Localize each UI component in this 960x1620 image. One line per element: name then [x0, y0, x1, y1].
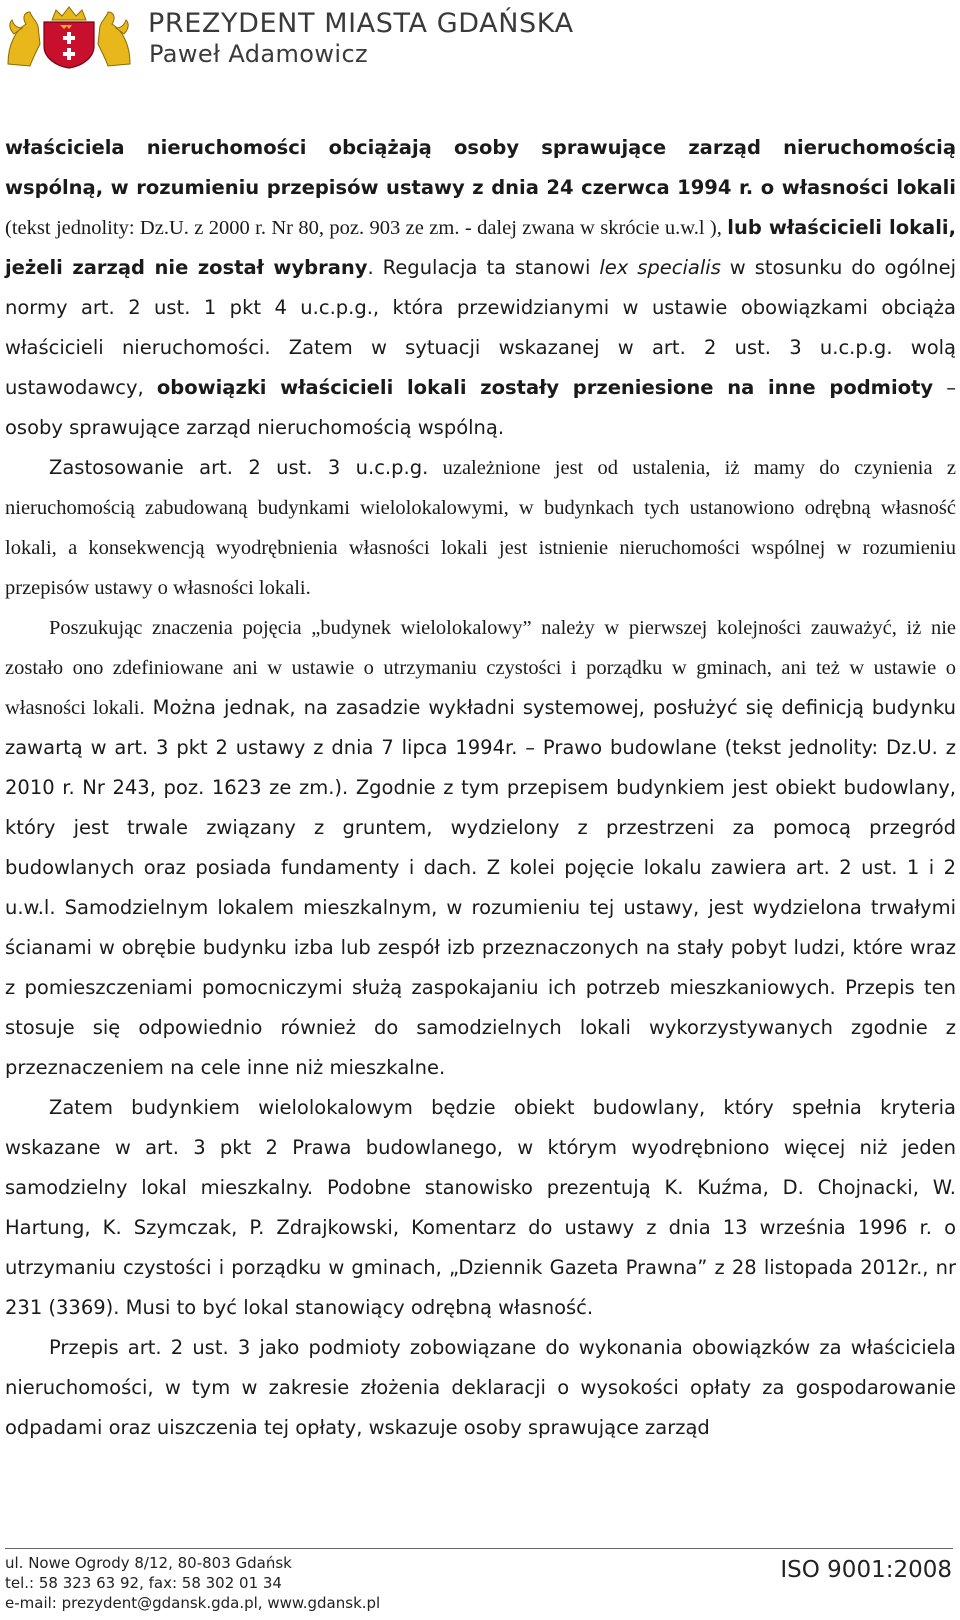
footer-phone: tel.: 58 323 63 92, fax: 58 302 01 34	[5, 1574, 282, 1592]
footer-contact	[5, 1553, 380, 1613]
letterhead	[0, 0, 960, 80]
text-run: Można jednak, na zasadzie wykładni systemowej, posłużyć się definicją budynku zawartą w art. 3 pkt 2 ustawy z dnia 7 lipca 1994r. – Prawo budowlane (tekst jednolity: Dz.U. z 2010 r. Nr 243, poz. 1623 ze zm.). Zgodnie z tym przepisem budynkiem jest obiekt budowlany, który jest trwale związany z gruntem, wydzielony z przestrzeni za pomocą przegród budowlanych oraz posiada fundamenty i dach. Z kolei pojęcie lokalu zawiera art. 2 ust. 1 i 2 u.w.l. Samodzielnym lokalem mieszkalnym, w rozumieniu tej ustawy, jest wydzielona trwałymi ścianami w obrębie budynku izba lub zespół izb przeznaczonych na stały pobyt ludzi, które wraz z pomieszczeniami pomocniczymi służą zaspokajaniu ich potrzeb mieszkaniowych. Przepis ten stosuje się odpowiednio również do samodzielnych lokali wykorzystywanych zgodnie z przeznaczeniem na cele inne niż mieszkalne.	[5, 696, 956, 1079]
text-run: lex specialis	[599, 256, 721, 279]
text-run: obowiązki właścicieli lokali zostały przeniesione na inne podmioty	[156, 376, 934, 399]
letterhead-subtitle: Paweł Adamowicz	[149, 40, 369, 68]
text-run: Zastosowanie art. 2 ust. 3 u.c.p.g.	[49, 456, 429, 479]
footer-address: ul. Nowe Ogrody 8/12, 80-803 Gdańsk	[5, 1554, 292, 1572]
text-run: w stosunku do ogólnej normy art. 2 ust. 1 pkt 4 u.c.p.g., która przewidzianymi w ustawie obowiązkami obciąża właścicieli nieruchomości. Zatem w sytuacji wskazanej w art. 2 ust. 3 u.c.p.g. wolą ustawodawcy,	[5, 256, 956, 399]
paragraph	[5, 608, 956, 1088]
text-run: lub właścicieli lokali, jeżeli zarząd nie został wybrany	[5, 216, 956, 279]
text-run: – osoby sprawujące zarząd nieruchomością wspólną.	[5, 376, 956, 439]
letterhead-title: PREZYDENT MIASTA GDAŃSKA	[148, 8, 574, 39]
footer-email: e-mail: prezydent@gdansk.gda.pl, www.gdansk.pl	[5, 1594, 381, 1612]
text-run: (tekst jednolity: Dz.U. z 2000 r. Nr 80, poz. 903 ze zm. - dalej zwana w skrócie u.w.l ),	[5, 217, 728, 239]
paragraph	[5, 1088, 956, 1328]
paragraph	[5, 1328, 956, 1448]
text-run: Poszukując znaczenia pojęcia „budynek wielolokalowy” należy w pierwszej kolejności zauważyć, iż nie zostało ono zdefiniowane ani w ustawie o utrzymaniu czystości i porządku w gminach, ani też w ustawie o własności lokali.	[5, 617, 956, 719]
iso-certification: ISO 9001:2008	[780, 1557, 952, 1583]
document-body	[5, 128, 956, 1448]
paragraph	[5, 448, 956, 608]
text-run: uzależnione jest od ustalenia, iż mamy do czynienia z nieruchomością zabudowaną budynkami wielolokalowymi, w budynkach tych ustanowiono odrębną własność lokali, a konsekwencją wyodrębnienia własności lokali jest istnienie nieruchomości wspólnej w rozumieniu przepisów ustawy o własności lokali.	[5, 457, 956, 599]
footer-divider	[5, 1548, 953, 1549]
text-run: Zatem budynkiem wielolokalowym będzie obiekt budowlany, który spełnia kryteria wskazane w art. 3 pkt 2 Prawa budowlanego, w którym wyodrębniono więcej niż jeden samodzielny lokal mieszkalny. Podobne stanowisko prezentują K. Kuźma, D. Chojnacki, W. Hartung, K. Szymczak, P. Zdrajkowski, Komentarz do ustawy z dnia 13 września 1996 r. o utrzymaniu czystości i porządku w gminach, „Dziennik Gazeta Prawna” z 28 listopada 2012r., nr 231 (3369). Musi to być lokal stanowiący odrębną własność.	[5, 1096, 956, 1319]
text-run: Przepis art. 2 ust. 3 jako podmioty zobowiązane do wykonania obowiązków za właściciela nieruchomości, w tym w zakresie złożenia deklaracji o wysokości opłaty za gospodarowanie odpadami oraz uiszczenia tej opłaty, wskazuje osoby sprawujące zarząd	[5, 1336, 956, 1439]
gdansk-coat-of-arms-icon	[2, 4, 136, 70]
text-run: właściciela nieruchomości obciążają osoby sprawujące zarząd nieruchomością wspólną, w rozumieniu przepisów ustawy z dnia 24 czerwca 1994 r. o własności lokali	[5, 136, 956, 199]
text-run: . Regulacja ta stanowi	[367, 256, 600, 279]
paragraph	[5, 128, 956, 448]
